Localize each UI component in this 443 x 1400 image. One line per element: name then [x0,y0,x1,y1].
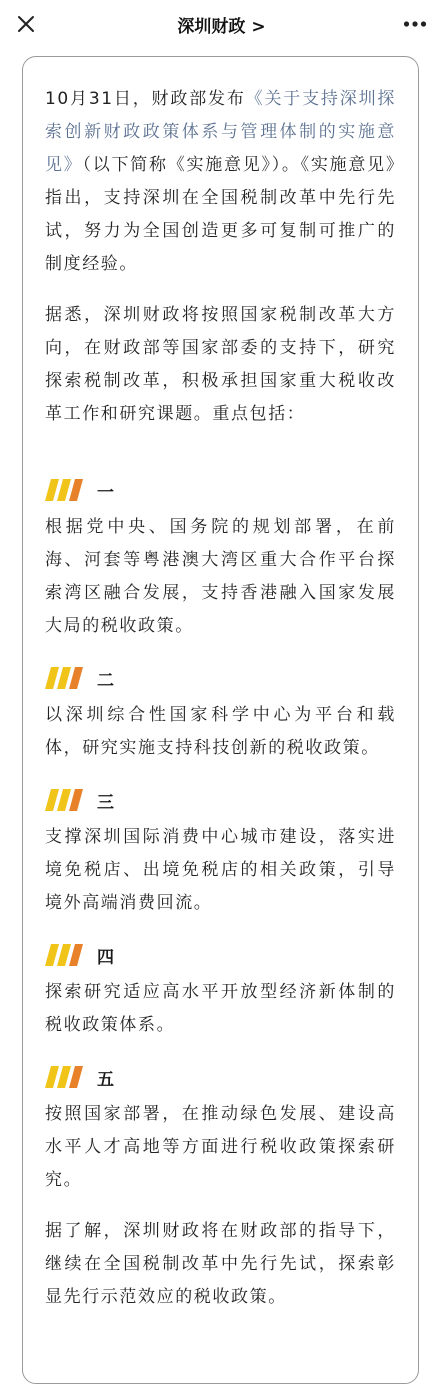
section-text-3: 支撑深圳国际消费中心城市建设，落实进境免税店、出境免税店的相关政策，引导境外高端消费回流。 [45,827,396,913]
closing-paragraph: 据了解，深圳财政将在财政部的指导下，继续在全国税制改革中先行先试，探索彰显先行示范效应的税收政策。 [45,1221,396,1307]
close-button[interactable] [8,6,44,42]
article-card [22,56,419,1384]
stripe-decoration-icon [45,789,89,811]
section-text-2: 以深圳综合性国家科学中心为平台和载体，研究实施支持科技创新的税收政策。 [45,705,396,758]
intro-prefix: 10月31日，财政部发布 [45,89,246,109]
stripe-decoration-icon [45,944,89,966]
section-heading-2 [45,663,396,693]
section-text-1: 根据党中央、国务院的规划部署，在前海、河套等粤港澳大湾区重大合作平台探索湾区融合发展，支持香港融入国家发展大局的税收政策。 [45,517,396,636]
close-icon [16,14,36,34]
account-title: 深圳财政 > [177,16,266,37]
section-heading-5 [45,1062,396,1092]
stripe-decoration-icon [45,1066,89,1088]
section-number: 四 [97,947,115,968]
more-dots-icon [403,20,427,28]
section-heading-1 [45,475,396,505]
section-text-5: 按照国家部署，在推动绿色发展、建设高水平人才高地等方面进行税收政策探索研究。 [45,1104,396,1190]
account-title-button[interactable] [177,12,265,37]
section-number: 二 [97,670,115,691]
policy-document-link[interactable]: 《关于支持深圳探索创新财政政策体系与管理体制的实施意见》 [45,89,396,175]
section-heading-4 [45,940,396,970]
paragraph-overview: 据悉，深圳财政将按照国家税制改革大方向，在财政部等国家部委的支持下，研究探索税制改革，积极承担国家重大税收改革工作和研究课题。重点包括： [45,305,396,424]
section-number: 三 [97,792,115,813]
section-text-4: 探索研究适应高水平开放型经济新体制的税收政策体系。 [45,982,396,1035]
section-heading-3 [45,785,396,815]
more-button[interactable] [397,6,433,42]
intro-suffix: （以下简称《实施意见》）。《实施意见》指出，支持深圳在全国税制改革中先行先试，努力为全国创造更多可复制可推广的制度经验。 [45,155,397,274]
stripe-decoration-icon [45,479,89,501]
intro-paragraph [45,83,396,281]
stripe-decoration-icon [45,667,89,689]
top-bar [0,0,443,48]
section-number: 一 [97,482,115,503]
section-number: 五 [97,1069,115,1090]
